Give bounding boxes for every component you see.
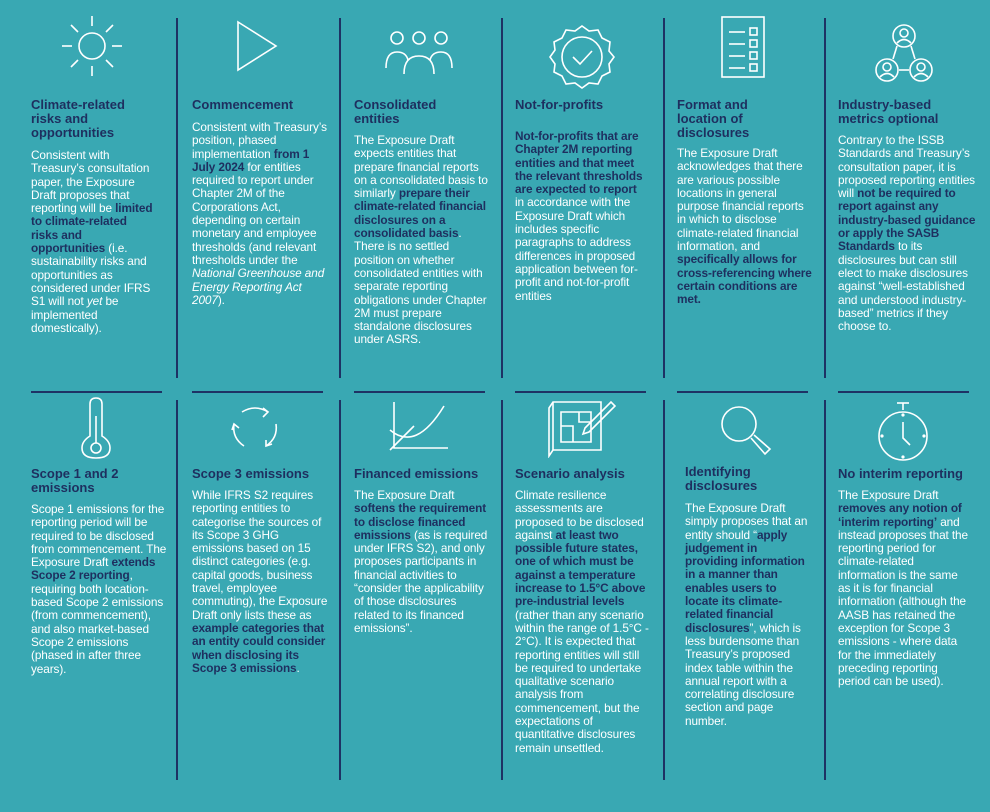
thermometer-icon xyxy=(79,396,113,460)
emphasis-text: example categories that an entity could consider when disclosing its Scope 3 emissions xyxy=(192,620,326,675)
row-divider xyxy=(354,391,485,393)
body-text: (as is required under IFRS S2), and only proposes participants in financial activities to “consider the applicability of those disclosures related to its financed emissions”. xyxy=(354,527,488,635)
emphasis-text: not be required to report against any industry-based guidance or apply the SASB Standards xyxy=(838,186,976,254)
column-divider xyxy=(339,18,341,378)
column-divider xyxy=(176,18,178,378)
body-text: The Exposure Draft expects entities that prepare financial reports on a consolidated basis to similarly xyxy=(354,133,488,201)
badge-check-icon xyxy=(547,22,617,92)
column-divider xyxy=(824,400,826,780)
card-body xyxy=(192,489,332,675)
body-text: The Exposure Draft simply proposes that an entity should “ xyxy=(685,501,808,542)
column-divider xyxy=(663,400,665,780)
row-divider xyxy=(31,391,162,393)
row-divider xyxy=(192,391,323,393)
emphasis-text: from 1 July 2024 xyxy=(192,146,310,174)
card-title: Scope 1 and 2 emissions xyxy=(31,466,119,495)
body-text: Contrary to the ISSB Standards and Treasury’s consultation paper, it is proposed reporting entities will xyxy=(838,133,975,201)
card-body xyxy=(354,134,488,347)
emphasis-text: softens the requirement to disclose financed emissions xyxy=(354,501,487,542)
sun-icon xyxy=(58,12,126,80)
column-divider xyxy=(176,400,178,780)
body-text: , requiring both location-based Scope 2 emissions (from commencement), and also market-based Scope 2 emissions (phased in after three years). xyxy=(31,568,164,676)
emphasis-text: extends Scope 2 reporting xyxy=(31,555,156,583)
body-text: Consistent with Treasury’s position, phased implementation xyxy=(192,120,327,161)
network-people-icon xyxy=(873,22,935,84)
body-text: Climate resilience assessments are proposed to be disclosed against xyxy=(515,488,644,542)
card-title: Financed emissions xyxy=(354,466,479,481)
row-divider xyxy=(677,391,808,393)
card-title: Scenario analysis xyxy=(515,466,625,481)
body-text: While IFRS S2 requires reporting entities to categorise the sources of its Scope 3 GHG emissions based on 15 distinct categories (e.g. capital goods, business travel, employee commuting), the Exposure Draft only lists these as xyxy=(192,488,328,622)
column-divider xyxy=(824,18,826,378)
body-text: be implemented domestically). xyxy=(31,294,119,335)
body-text: The Exposure Draft acknowledges that there are various possible locations in general purpose financial reports in which to disclose climate-related financial information, and xyxy=(677,146,804,254)
emphasis-text: limited to climate-related risks and opportunities xyxy=(31,201,153,256)
body-text: The Exposure Draft xyxy=(354,488,455,502)
column-divider xyxy=(339,400,341,780)
row-divider xyxy=(515,391,646,393)
italic-text: National Greenhouse and Energy Reporting Act 2007 xyxy=(192,266,325,307)
body-text: (i.e. sustainability risks and opportunities as considered under IFRS S1 will not xyxy=(31,241,151,309)
emphasis-text: prepare their climate-related financial disclosures on a consolidated basis xyxy=(354,186,486,241)
curve-graph-icon xyxy=(388,400,450,454)
blueprint-pencil-icon xyxy=(545,398,617,458)
emphasis-text: removes any notion of ‘interim reporting’ xyxy=(838,501,962,529)
card-body xyxy=(354,489,490,635)
body-text: in accordance with the Exposure Draft which includes specific paragraphs to address differences in proposed application between for-profit and not-for-profit entities xyxy=(515,195,638,303)
column-divider xyxy=(663,18,665,378)
card-body xyxy=(838,134,976,333)
card-title: Not-for-profits xyxy=(515,97,604,112)
stopwatch-icon xyxy=(876,400,930,464)
play-icon xyxy=(232,16,282,76)
card-body xyxy=(838,489,973,688)
emphasis-text: Not-for-profits that are Chapter 2M reporting entities and that meet the relevant thresholds are expected to report xyxy=(515,129,643,197)
italic-text: yet xyxy=(86,294,103,309)
emphasis-text: at least two possible future states, one of which must be against a temperature increase to 1.5°C above pre-industrial levels xyxy=(515,527,646,609)
column-divider xyxy=(501,18,503,378)
card-title: Industry-based metrics optional xyxy=(838,97,939,126)
card-title: Consolidated entities xyxy=(354,97,437,126)
emphasis-text: specifically allows for cross-referencing where certain conditions are met. xyxy=(677,252,812,307)
body-text: Scope 1 emissions for the reporting period will be required to be disclosed from commencement. The Exposure Draft xyxy=(31,502,167,570)
card-body xyxy=(192,121,332,307)
body-text: . xyxy=(296,660,300,675)
body-text: for entities required to report under Chapter 2M of the Corporations Act, depending on certain monetary and employee thresholds (and relevant thresholds under the xyxy=(192,159,317,267)
emphasis-text: apply judgement in providing information in a manner than enables users to locate its climate-related financial disclosures xyxy=(685,527,805,635)
card-title: Scope 3 emissions xyxy=(192,466,310,481)
card-body xyxy=(515,130,647,303)
card-title: Format and location of disclosures xyxy=(677,97,750,140)
people-group-icon xyxy=(382,28,456,76)
body-text: . There is no settled position on whether consolidated entities with separate reporting obligations under Chapter 2M must prepare standalone disclosures under ASRS. xyxy=(354,226,487,347)
row-divider xyxy=(838,391,969,393)
card-title: Climate-related risks and opportunities xyxy=(31,97,125,140)
card-title: No interim reporting xyxy=(838,466,963,481)
magnifier-icon xyxy=(717,402,773,458)
card-body xyxy=(677,147,812,307)
recycle-icon xyxy=(230,404,280,450)
body-text: ). xyxy=(217,292,225,307)
card-body xyxy=(31,149,156,335)
card-title: Commencement xyxy=(192,97,294,112)
body-text: Consistent with Treasury’s consultation paper, the Exposure Draft proposes that reporting will be xyxy=(31,148,150,216)
column-divider xyxy=(501,400,503,780)
checklist-icon xyxy=(719,14,767,80)
card-body xyxy=(515,489,650,755)
body-text: to its disclosures but can still elect to make disclosures against “well-established and understood industry-based” metrics if they choose to. xyxy=(838,239,968,334)
body-text: ”, which is less burdensome than Treasury’s proposed index table within the annual report with a correlating disclosure section and page number. xyxy=(685,620,801,728)
body-text: The Exposure Draft xyxy=(838,488,939,502)
card-body xyxy=(31,503,167,676)
card-title: Identifying disclosures xyxy=(685,464,758,493)
card-body xyxy=(685,502,813,728)
body-text: and instead proposes that the reporting period for climate-related information is the same as it is for financial information (although the AASB has retained the exception for Scope 3 emissions - where data for the immediately preceding reporting period can be used). xyxy=(838,514,968,689)
body-text: (rather than any scenario within the range of 1.5°C - 2°C). It is expected that reporting entities will still be required to undertake qualitative scenario analysis from commencement, but the expectations of quantitative disclosures remain unsettled. xyxy=(515,607,649,755)
